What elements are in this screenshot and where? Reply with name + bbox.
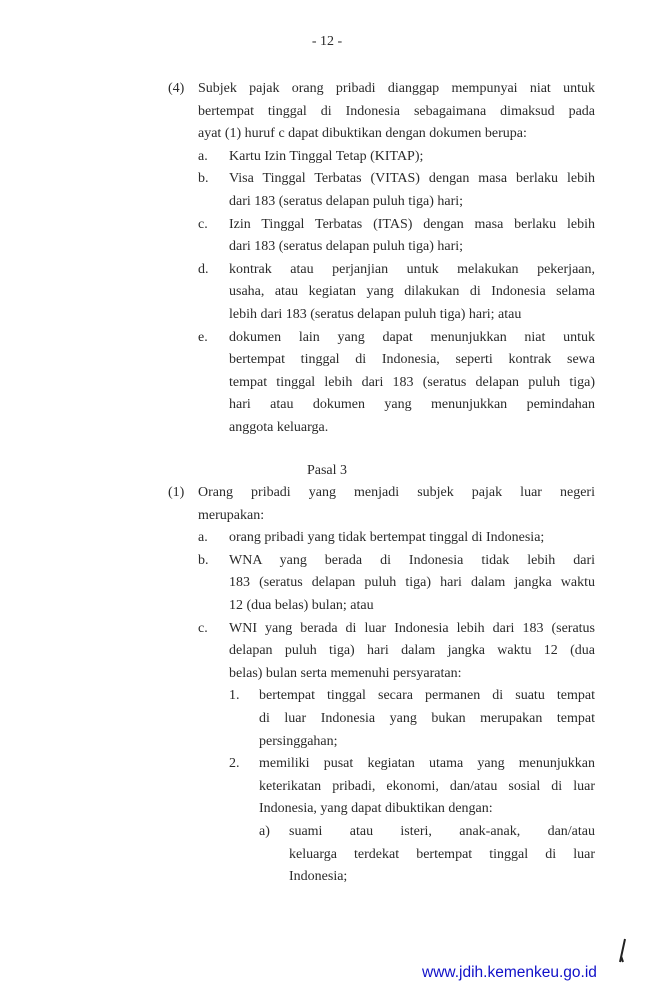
list-item-line (0, 821, 654, 844)
list-item-line (0, 191, 654, 214)
list-item-text: delapan puluh tiga) hari dalam jangka waktu 12 (dua (229, 643, 595, 659)
list-item-text: Izin Tinggal Terbatas (ITAS) dengan masa berlaku lebih (229, 216, 595, 232)
list-item-label: b. (198, 171, 209, 187)
list-item-line (0, 527, 654, 550)
list-item-line (0, 753, 654, 776)
list-item-label: a. (198, 148, 208, 164)
list-item-text: lebih dari 183 (seratus delapan puluh tiga) hari; atau (229, 306, 522, 322)
list-item-line (0, 708, 654, 731)
list-item-text: tempat tinggal lebih dari 183 (seratus delapan puluh tiga) (229, 374, 595, 390)
list-item-text: Indonesia; (289, 869, 348, 885)
list-item-text: keterikatan pribadi, ekonomi, dan/atau sosial di luar (259, 778, 595, 794)
list-item-line (0, 798, 654, 821)
document-body (0, 78, 654, 889)
list-item-line (0, 236, 654, 259)
list-item-line (0, 168, 654, 191)
list-item-text: orang pribadi yang tidak bertempat tinggal di Indonesia; (229, 530, 545, 546)
paragraph-line (0, 505, 654, 528)
list-item-line (0, 394, 654, 417)
list-item-text: anggota keluarga. (229, 419, 329, 435)
list-item-text: Kartu Izin Tinggal Tetap (KITAP); (229, 148, 424, 164)
paragraph-line (0, 123, 654, 146)
list-item-label: e. (198, 329, 208, 345)
list-item-line (0, 866, 654, 889)
list-item-text: suami atau isteri, anak-anak, dan/atau (289, 824, 595, 839)
paragraph-text: bertempat tinggal di Indonesia sebagaimana dimaksud pada (198, 103, 595, 119)
list-item-line (0, 550, 654, 573)
paragraph-line (0, 101, 654, 124)
footer-website-link[interactable]: www.jdih.kemenkeu.go.id (422, 964, 597, 981)
list-item-line (0, 685, 654, 708)
list-item-line (0, 663, 654, 686)
list-item-label: a. (198, 530, 208, 546)
list-item-text: WNI yang berada di luar Indonesia lebih dari 183 (seratus (229, 620, 595, 636)
list-item-text: di luar Indonesia yang bukan merupakan tempat (259, 711, 595, 727)
list-item-line (0, 146, 654, 169)
page-number: - 12 - (311, 34, 343, 49)
list-item-line (0, 259, 654, 282)
list-item-line (0, 618, 654, 641)
article-heading: Pasal 3 (306, 462, 348, 478)
list-item-line (0, 595, 654, 618)
list-item-text: Visa Tinggal Terbatas (VITAS) dengan masa berlaku lebih (229, 171, 595, 187)
paragraph-line (0, 78, 654, 101)
paragraph-line (0, 482, 654, 505)
list-item-label: a) (259, 824, 270, 839)
list-item-line (0, 372, 654, 395)
list-item-line (0, 349, 654, 372)
list-item-line (0, 640, 654, 663)
list-item-label: c. (198, 216, 208, 232)
list-item-line (0, 281, 654, 304)
list-item-line (0, 572, 654, 595)
list-item-text: 12 (dua belas) bulan; atau (229, 598, 374, 614)
list-item-line (0, 417, 654, 440)
list-item-line (0, 776, 654, 799)
list-item-text: dari 183 (seratus delapan puluh tiga) hari; (229, 239, 464, 255)
list-item-line (0, 214, 654, 237)
paragraph-text: Subjek pajak orang pribadi dianggap mempunyai niat untuk (198, 81, 595, 96)
list-item-line (0, 327, 654, 350)
list-item-text: belas) bulan serta memenuhi persyaratan: (229, 665, 462, 681)
list-item-line (0, 304, 654, 327)
list-item-text: dari 183 (seratus delapan puluh tiga) hari; (229, 193, 464, 209)
list-item-text: 183 (seratus delapan puluh tiga) hari dalam jangka waktu (229, 575, 595, 591)
list-item-text: memiliki pusat kegiatan utama yang menunjukkan (259, 756, 595, 772)
list-item-label: 1. (229, 688, 240, 704)
list-item-text: usaha, atau kegiatan yang dilakukan di Indonesia selama (229, 284, 595, 300)
list-item-text: Indonesia, yang dapat dibuktikan dengan: (259, 801, 493, 817)
list-item-text: WNA yang berada di Indonesia tidak lebih dari (229, 552, 595, 568)
list-item-text: hari atau dokumen yang menunjukkan pemindahan (229, 397, 595, 413)
list-item-label: b. (198, 552, 209, 568)
list-item-label: 2. (229, 756, 240, 772)
list-item-label: c. (198, 620, 208, 636)
list-item-text: persinggahan; (259, 733, 338, 749)
list-item-line (0, 844, 654, 867)
list-item-text: dokumen lain yang dapat menunjukkan niat untuk (229, 329, 595, 345)
list-item-text: kontrak atau perjanjian untuk melakukan pekerjaan, (229, 261, 595, 277)
list-item-text: keluarga terdekat bertempat tinggal di luar (289, 846, 595, 862)
list-item-text: bertempat tinggal di Indonesia, seperti kontrak sewa (229, 352, 595, 368)
paragraph-text: merupakan: (198, 507, 265, 523)
paragraph-text: ayat (1) huruf c dapat dibuktikan dengan dokumen berupa: (198, 126, 527, 142)
list-item-text: bertempat tinggal secara permanen di suatu tempat (259, 688, 595, 704)
paragraph-label: (1) (168, 485, 185, 501)
list-item-line (0, 731, 654, 754)
paragraph-label: (4) (168, 81, 185, 96)
list-item-label: d. (198, 261, 209, 277)
paraf-signature-mark (617, 938, 627, 964)
paragraph-text: Orang pribadi yang menjadi subjek pajak luar negeri (198, 485, 595, 501)
